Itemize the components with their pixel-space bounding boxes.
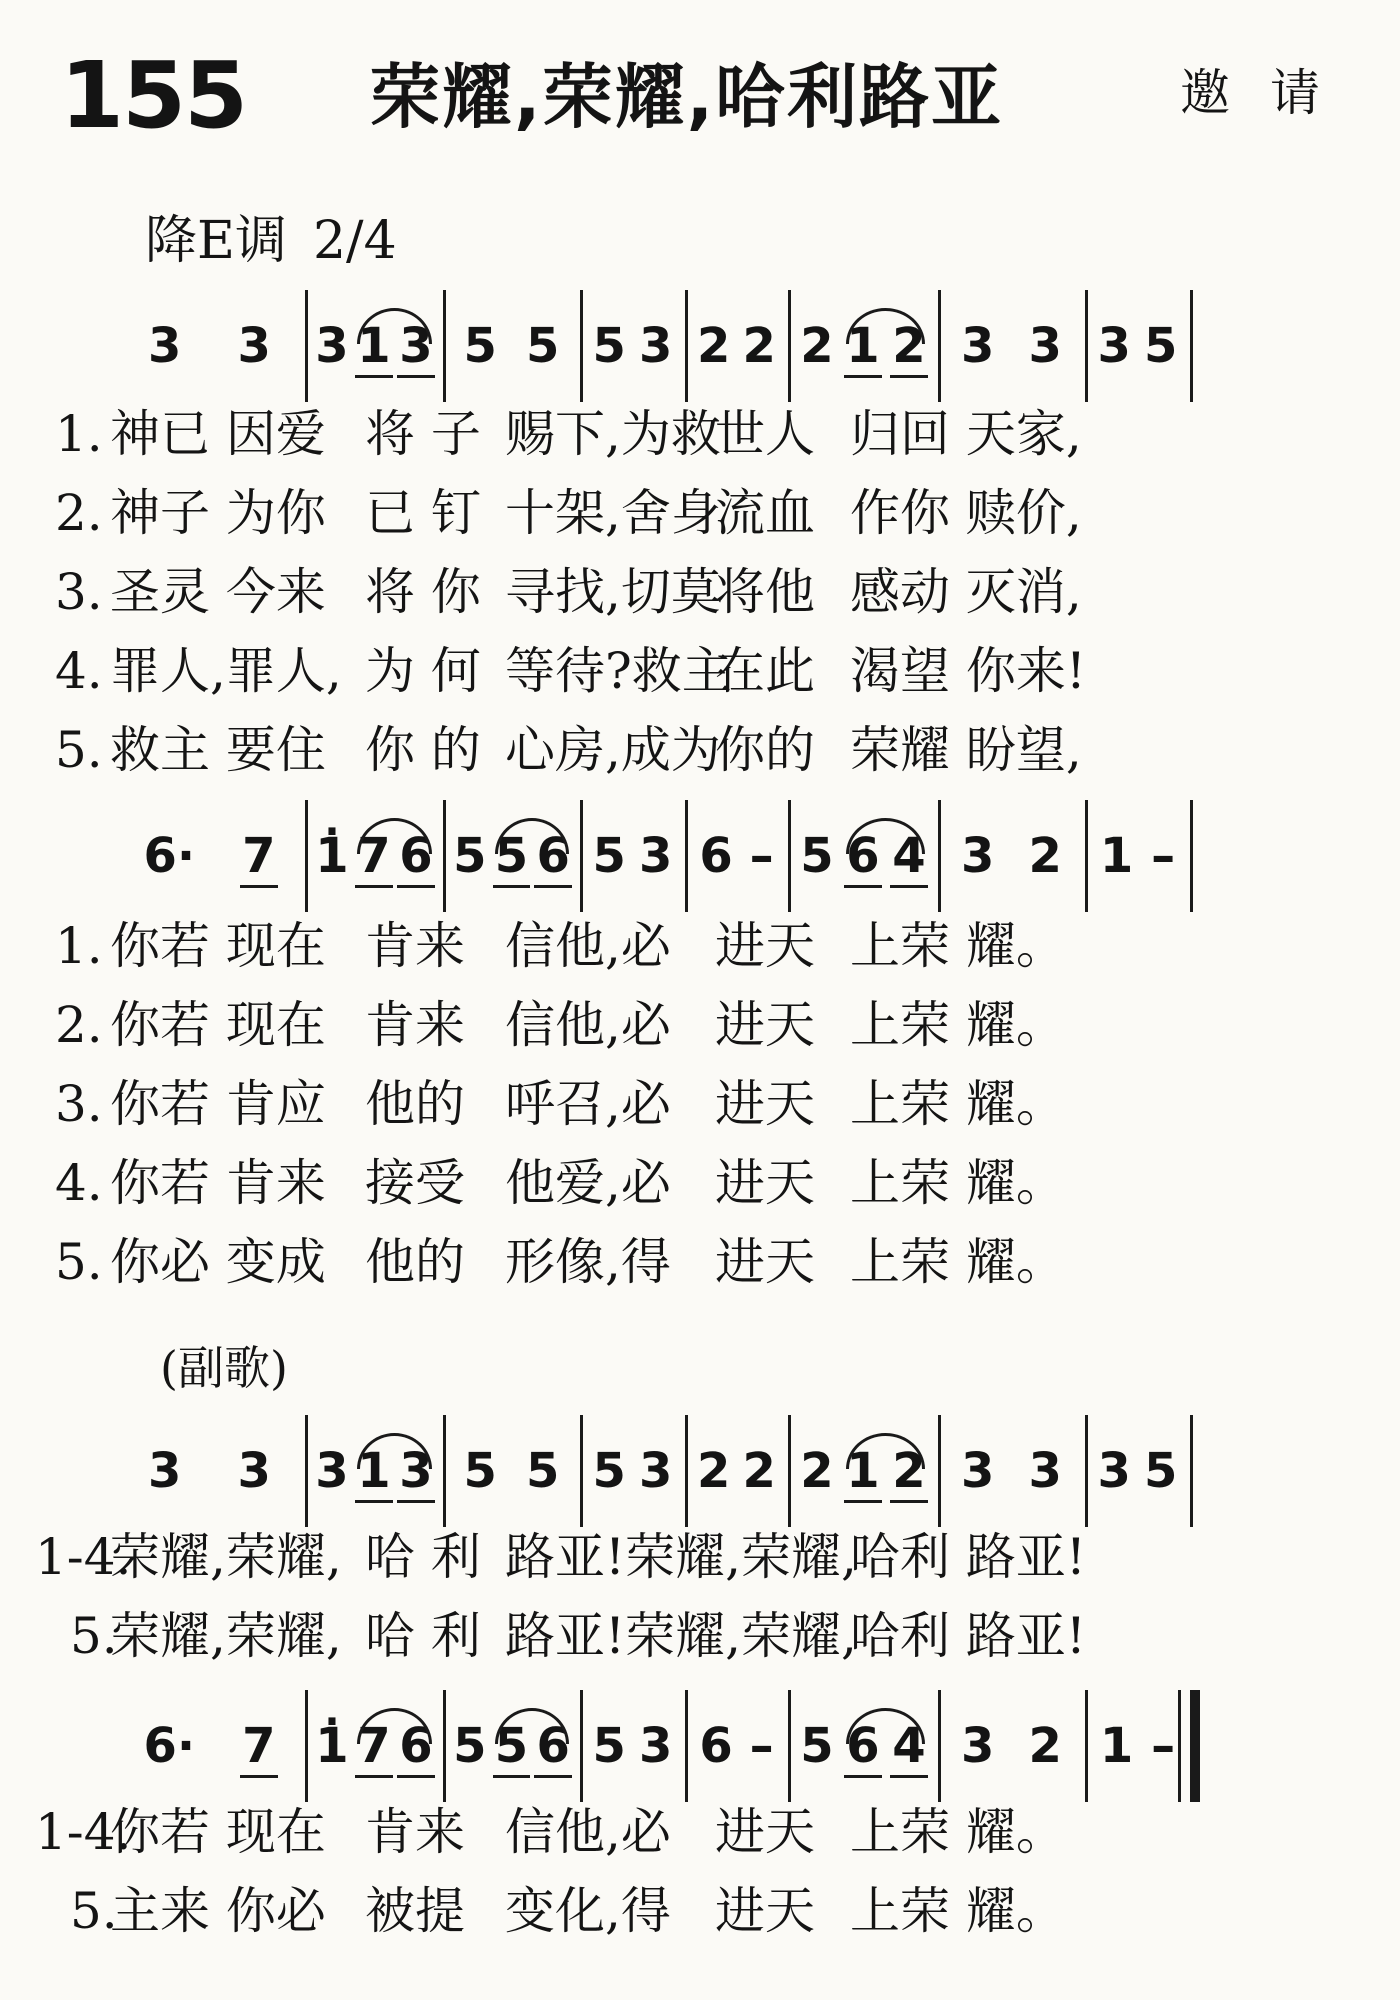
- measure: [311, 1716, 437, 1776]
- dash-note: –: [1151, 1718, 1176, 1774]
- lyric-text: 荣耀,荣耀,: [110, 1607, 342, 1665]
- measure: [449, 1441, 574, 1501]
- barline: [788, 800, 791, 912]
- verse-number: 5.: [55, 1233, 103, 1291]
- note: 3: [1028, 1443, 1062, 1499]
- lyric-text: 感动 灭消,: [850, 563, 1082, 621]
- lyric-text: 世人: [715, 405, 815, 463]
- lyric-text: 赐下,为救: [505, 405, 721, 463]
- lyric-line: [55, 718, 1365, 782]
- barline: [443, 800, 446, 912]
- note: · 1: [313, 1722, 350, 1770]
- note: 2: [892, 1443, 926, 1499]
- hymn-header: [0, 40, 1400, 150]
- note: 3: [961, 1718, 995, 1774]
- verse-number: 1-4.: [35, 1528, 132, 1586]
- note: 3: [639, 1443, 673, 1499]
- note: 5: [592, 318, 626, 374]
- note: 5: [453, 1718, 487, 1774]
- measure: [1091, 826, 1184, 886]
- slur: [846, 1433, 925, 1469]
- note: 4: [892, 828, 926, 884]
- lyric-text: 上荣 耀。: [850, 1233, 1066, 1291]
- lyric-line: [55, 481, 1365, 545]
- measure: [586, 1716, 679, 1776]
- note: 3: [639, 318, 673, 374]
- slur: [495, 818, 569, 854]
- lyric-text: 在此: [715, 642, 815, 700]
- barline: [1190, 290, 1193, 402]
- slur: [357, 1708, 432, 1744]
- verse-number: 2.: [55, 996, 103, 1054]
- measure: [311, 826, 437, 886]
- lyric-line: [35, 1800, 1365, 1864]
- lyric-text: 进天: [715, 1075, 815, 1133]
- note: 7: [242, 1718, 276, 1774]
- lyric-text: 你的: [715, 721, 815, 779]
- time-signature: 2/4: [312, 211, 397, 271]
- lyric-text: 哈利 路亚!: [850, 1528, 1086, 1586]
- note: 3: [1028, 318, 1062, 374]
- measure: [449, 826, 574, 886]
- dash-note: –: [749, 828, 774, 884]
- lyric-text: 哈 利: [365, 1528, 481, 1586]
- staff-1: [140, 290, 1355, 402]
- note: 2: [697, 1443, 731, 1499]
- dash-note: –: [749, 1718, 774, 1774]
- barline: [788, 1690, 791, 1802]
- barline: [580, 1690, 583, 1802]
- barline: [685, 290, 688, 402]
- measure: [120, 826, 299, 886]
- verse-number: 1-4.: [35, 1803, 132, 1861]
- verse-number: 3.: [55, 563, 103, 621]
- lyric-text: 已 钉: [365, 484, 481, 542]
- hymn-category: 邀请: [1180, 64, 1360, 122]
- hymn-number: 155: [60, 42, 247, 149]
- note: 6·: [143, 828, 196, 884]
- key-time-signature: [145, 211, 397, 271]
- note: 2: [1028, 828, 1062, 884]
- verse-number: 1.: [55, 405, 103, 463]
- slur: [357, 1433, 432, 1469]
- measure: [794, 316, 932, 376]
- measure: [691, 316, 782, 376]
- note: 3: [315, 318, 349, 374]
- note: 3: [237, 1443, 271, 1499]
- lyric-text: 上荣 耀。: [850, 1154, 1066, 1212]
- note: 5: [592, 828, 626, 884]
- lyric-line: [55, 1604, 1365, 1668]
- lyric-text: 将 你: [365, 563, 481, 621]
- lyric-text: 你若 肯应: [110, 1075, 326, 1133]
- lyric-text: 十架,舍身: [505, 484, 721, 542]
- lyric-text: 神已 因爱: [110, 405, 326, 463]
- lyric-text: 他的: [365, 1075, 465, 1133]
- barline: [938, 290, 941, 402]
- barline: [938, 1415, 941, 1527]
- lyric-text: 你若 现在: [110, 917, 326, 975]
- measure: [1091, 316, 1184, 376]
- lyric-line: [55, 1072, 1365, 1136]
- lyric-text: 进天: [715, 1803, 815, 1861]
- measure: [1091, 1716, 1184, 1776]
- key-signature: 降E调: [145, 211, 287, 271]
- lyric-text: 主来 你必: [110, 1882, 326, 1940]
- note: 2: [892, 318, 926, 374]
- barline: [1190, 800, 1193, 912]
- lyric-line: [55, 1230, 1365, 1294]
- note: 5: [494, 1718, 529, 1774]
- lyric-text: 变化,得: [505, 1882, 671, 1940]
- lyric-text: 罪人,罪人,: [110, 642, 342, 700]
- lyric-text: 他爱,必: [505, 1154, 671, 1212]
- note: 5: [463, 1443, 497, 1499]
- barline: [580, 290, 583, 402]
- barline: [580, 1415, 583, 1527]
- barline: [443, 1690, 446, 1802]
- note: 3: [961, 318, 995, 374]
- measure: [586, 826, 679, 886]
- barline: [685, 1415, 688, 1527]
- measure: [120, 1716, 299, 1776]
- lyric-text: 寻找,切莫: [505, 563, 721, 621]
- lyric-text: 接受: [365, 1154, 465, 1212]
- barline: [1085, 290, 1088, 402]
- lyric-line: [55, 639, 1365, 703]
- lyric-text: 将他: [715, 563, 815, 621]
- lyric-text: 信他,必: [505, 1803, 671, 1861]
- lyric-text: 荣耀,荣耀,: [110, 1528, 342, 1586]
- lyric-text: 信他,必: [505, 917, 671, 975]
- lyric-text: 你若 现在: [110, 1803, 326, 1861]
- lyric-line: [55, 1879, 1365, 1943]
- lyric-text: 将 子: [365, 405, 481, 463]
- verse-number: 5.: [70, 1882, 118, 1940]
- measure: [311, 1441, 437, 1501]
- verse-number: 3.: [55, 1075, 103, 1133]
- final-barline-thick: [1190, 1690, 1200, 1802]
- lyric-text: 作你 赎价,: [850, 484, 1082, 542]
- lyric-text: 肯来: [365, 996, 465, 1054]
- lyric-text: 路亚!荣耀,荣耀,: [505, 1528, 857, 1586]
- note: 6: [399, 828, 433, 884]
- note: 1: [357, 318, 391, 374]
- lyric-text: 救主 要住: [110, 721, 326, 779]
- barline: [938, 800, 941, 912]
- lyric-line: [55, 560, 1365, 624]
- barline: [305, 1690, 308, 1802]
- note: 7: [357, 828, 391, 884]
- barline: [305, 1415, 308, 1527]
- lyric-text: 心房,成为: [505, 721, 721, 779]
- measure: [944, 826, 1079, 886]
- lyric-text: 呼召,必: [505, 1075, 671, 1133]
- measure: [586, 1441, 679, 1501]
- note: 5: [592, 1443, 626, 1499]
- barline: [1190, 1415, 1193, 1527]
- barline: [580, 800, 583, 912]
- note: 5: [453, 828, 487, 884]
- lyric-text: 进天: [715, 1882, 815, 1940]
- lyric-line: [55, 914, 1365, 978]
- verse-number: 4.: [55, 642, 103, 700]
- barline: [788, 290, 791, 402]
- lyric-text: 进天: [715, 996, 815, 1054]
- measure: [586, 316, 679, 376]
- lyric-text: 为 何: [365, 642, 481, 700]
- measure: [120, 1441, 299, 1501]
- barline: [443, 1415, 446, 1527]
- note: 5: [526, 318, 560, 374]
- lyric-text: 圣灵 今来: [110, 563, 326, 621]
- lyric-text: 形像,得: [505, 1233, 671, 1291]
- note: 5: [800, 1718, 834, 1774]
- note: 1: [357, 1443, 391, 1499]
- slur: [357, 308, 432, 344]
- note: 1: [1099, 828, 1134, 884]
- barline: [305, 800, 308, 912]
- note: 3: [148, 318, 182, 374]
- note: 3: [639, 1718, 673, 1774]
- note: 3: [961, 1443, 995, 1499]
- measure: [794, 1716, 932, 1776]
- lyric-text: 渴望 你来!: [850, 642, 1086, 700]
- lyric-text: 他的: [365, 1233, 465, 1291]
- note: 5: [494, 828, 529, 884]
- measure: [691, 1441, 782, 1501]
- lyric-line: [55, 402, 1365, 466]
- dash-note: –: [1151, 828, 1176, 884]
- note: 2: [800, 318, 834, 374]
- note: 3: [1097, 1443, 1131, 1499]
- barline: [443, 290, 446, 402]
- note: 6: [699, 1718, 733, 1774]
- note: 6: [846, 828, 880, 884]
- lyric-text: 进天: [715, 1154, 815, 1212]
- note: 6: [846, 1718, 880, 1774]
- note: 5: [526, 1443, 560, 1499]
- note: 6: [399, 1718, 433, 1774]
- slur: [846, 308, 925, 344]
- verse-number: 2.: [55, 484, 103, 542]
- lyric-text: 进天: [715, 1233, 815, 1291]
- measure: [311, 316, 437, 376]
- barline: [305, 290, 308, 402]
- note: 6: [536, 1718, 570, 1774]
- staff-3: [140, 1415, 1355, 1527]
- measure: [944, 316, 1079, 376]
- barline: [788, 1415, 791, 1527]
- lyric-text: 肯来: [365, 1803, 465, 1861]
- measure: [944, 1441, 1079, 1501]
- barline: [685, 1690, 688, 1802]
- staff-2: [140, 800, 1355, 912]
- lyric-text: 信他,必: [505, 996, 671, 1054]
- lyric-text: 上荣 耀。: [850, 1803, 1066, 1861]
- slur: [495, 1708, 569, 1744]
- verse-number: 4.: [55, 1154, 103, 1212]
- note: 1: [846, 318, 880, 374]
- lyric-text: 路亚!荣耀,荣耀,: [505, 1607, 857, 1665]
- lyric-text: 你若 现在: [110, 996, 326, 1054]
- note: 5: [463, 318, 497, 374]
- barline: [1085, 1690, 1088, 1802]
- staff-4: [140, 1690, 1355, 1802]
- verse-number: 5.: [55, 721, 103, 779]
- measure: [691, 826, 782, 886]
- slur: [357, 818, 432, 854]
- note: 3: [399, 1443, 433, 1499]
- note: 2: [742, 1443, 776, 1499]
- verse-number: 1.: [55, 917, 103, 975]
- note: 5: [592, 1718, 626, 1774]
- note: 6: [699, 828, 733, 884]
- measure: [944, 1716, 1079, 1776]
- note: 4: [892, 1718, 926, 1774]
- note: 3: [148, 1443, 182, 1499]
- note: 3: [237, 318, 271, 374]
- lyric-text: 哈 利: [365, 1607, 481, 1665]
- lyric-line: [55, 1151, 1365, 1215]
- note: 5: [800, 828, 834, 884]
- measure: [1091, 1441, 1184, 1501]
- note: 2: [800, 1443, 834, 1499]
- note: 5: [1144, 1443, 1178, 1499]
- lyric-text: 归回 天家,: [850, 405, 1082, 463]
- measure: [449, 1716, 574, 1776]
- lyric-text: 等待?救主: [505, 642, 732, 700]
- note: 3: [399, 318, 433, 374]
- note: 5: [1144, 318, 1178, 374]
- barline: [938, 1690, 941, 1802]
- lyric-line: [35, 1525, 1365, 1589]
- note: · 1: [313, 832, 350, 880]
- lyric-text: 上荣 耀。: [850, 1882, 1066, 1940]
- measure: [120, 316, 299, 376]
- note: 2: [697, 318, 731, 374]
- hymn-title: 荣耀,荣耀,哈利路亚: [370, 56, 1004, 138]
- measure: [691, 1716, 782, 1776]
- lyric-text: 被提: [365, 1882, 465, 1940]
- measure: [794, 1441, 932, 1501]
- note: 3: [639, 828, 673, 884]
- barline: [685, 800, 688, 912]
- note: 3: [315, 1443, 349, 1499]
- slur: [846, 818, 925, 854]
- lyric-text: 你必 变成: [110, 1233, 326, 1291]
- note: 2: [742, 318, 776, 374]
- measure: [794, 826, 932, 886]
- lyric-text: 上荣 耀。: [850, 1075, 1066, 1133]
- note: 6·: [143, 1718, 196, 1774]
- barline: [1085, 1415, 1088, 1527]
- note: 3: [1097, 318, 1131, 374]
- note: 2: [1028, 1718, 1062, 1774]
- lyric-text: 进天: [715, 917, 815, 975]
- barline: [1085, 800, 1088, 912]
- measure: [449, 316, 574, 376]
- lyric-text: 上荣 耀。: [850, 996, 1066, 1054]
- lyric-text: 上荣 耀。: [850, 917, 1066, 975]
- refrain-label: (副歌): [160, 1341, 288, 1395]
- note: 7: [357, 1718, 391, 1774]
- lyric-text: 神子 为你: [110, 484, 326, 542]
- note: 7: [242, 828, 276, 884]
- slur: [846, 1708, 925, 1744]
- lyric-text: 荣耀 盼望,: [850, 721, 1082, 779]
- note: 3: [961, 828, 995, 884]
- verse-number: 5.: [70, 1607, 118, 1665]
- lyric-text: 肯来: [365, 917, 465, 975]
- lyric-line: [55, 993, 1365, 1057]
- lyric-text: 你若 肯来: [110, 1154, 326, 1212]
- note: 1: [1099, 1718, 1134, 1774]
- lyric-text: 流血: [715, 484, 815, 542]
- lyric-text: 哈利 路亚!: [850, 1607, 1086, 1665]
- note: 1: [846, 1443, 880, 1499]
- note: 6: [536, 828, 570, 884]
- lyric-text: 你 的: [365, 721, 481, 779]
